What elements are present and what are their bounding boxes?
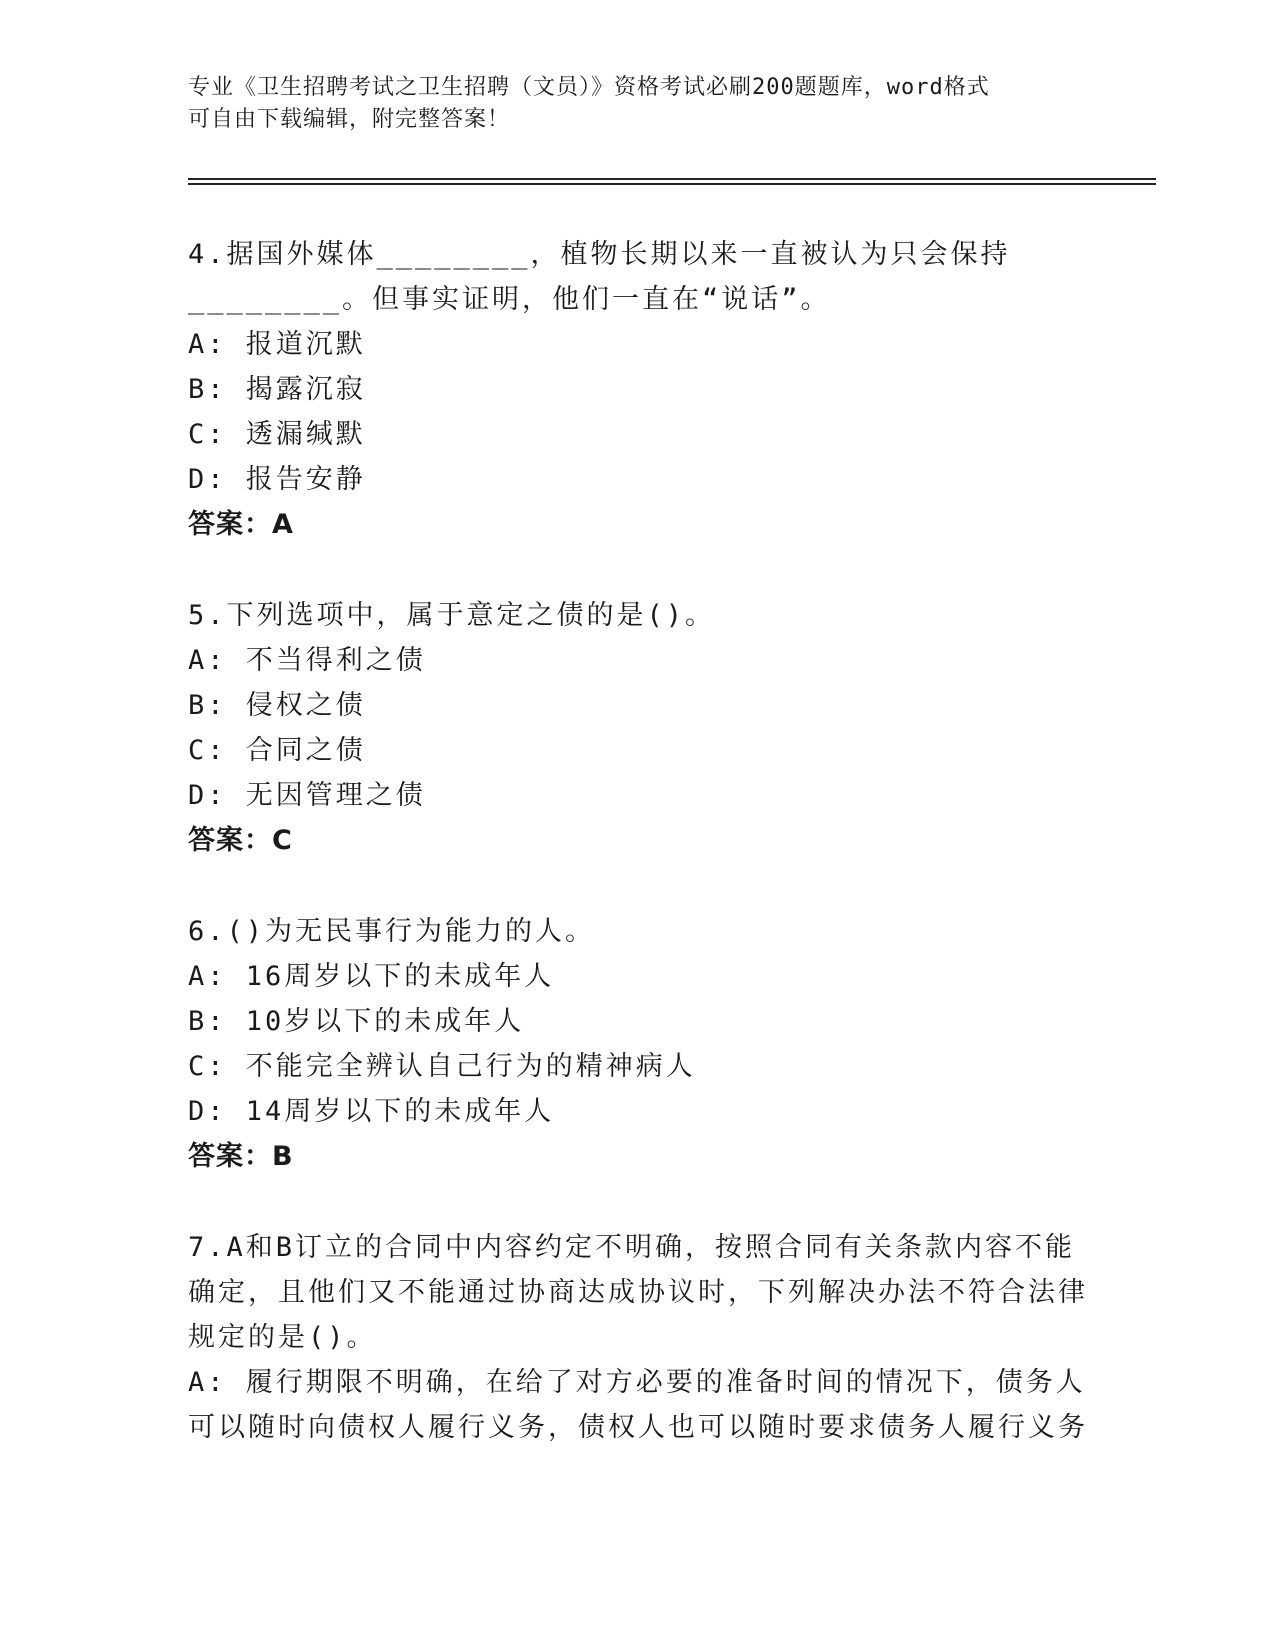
option-a: A: 16周岁以下的未成年人 [188, 961, 555, 992]
option-c: C: 不能完全辨认自己行为的精神病人 [188, 1051, 696, 1082]
header-line-2: 可自由下载编辑，附完整答案！ [188, 107, 511, 132]
header-rule-bottom [188, 183, 1156, 185]
option-b: B: 10岁以下的未成年人 [188, 1006, 525, 1037]
option-b: B: 揭露沉寂 [188, 374, 366, 405]
question-text: 5.下列选项中，属于意定之债的是()。 [188, 600, 716, 631]
option-d: D: 14周岁以下的未成年人 [188, 1096, 555, 1127]
question-text: 4.据国外媒体________，植物长期以来一直被认为只会保持________。但事实证明，他们一直在“说话”。 [188, 239, 1011, 315]
header-rule-top [188, 178, 1156, 180]
option-a: A: 不当得利之债 [188, 645, 426, 676]
option-a: A: 履行期限不明确，在给了对方必要的准备时间的情况下，债务人可以随时向债权人履行义务，债权人也可以随时要求债务人履行义务 [188, 1367, 1088, 1443]
question-7 [188, 1225, 1088, 1450]
document-header [188, 72, 1068, 136]
option-b: B: 侵权之债 [188, 690, 366, 721]
option-c: C: 合同之债 [188, 735, 366, 766]
question-text: 7.A和B订立的合同中内容约定不明确，按照合同有关条款内容不能确定，且他们又不能通过协商达成协议时，下列解决办法不符合法律规定的是()。 [188, 1232, 1088, 1353]
answer: 答案：B [188, 1141, 294, 1172]
question-6 [188, 909, 1088, 1179]
question-5 [188, 593, 1088, 863]
header-line-1: 专业《卫生招聘考试之卫生招聘（文员）》资格考试必刷200题题库，word格式 [188, 75, 990, 100]
option-d: D: 无因管理之债 [188, 780, 426, 811]
answer: 答案：A [188, 509, 294, 540]
option-d: D: 报告安静 [188, 464, 366, 495]
question-list [188, 232, 1088, 1496]
question-4 [188, 232, 1088, 547]
answer: 答案：C [188, 825, 293, 856]
option-c: C: 透漏缄默 [188, 419, 366, 450]
option-a: A: 报道沉默 [188, 329, 366, 360]
question-text: 6.()为无民事行为能力的人。 [188, 916, 596, 947]
